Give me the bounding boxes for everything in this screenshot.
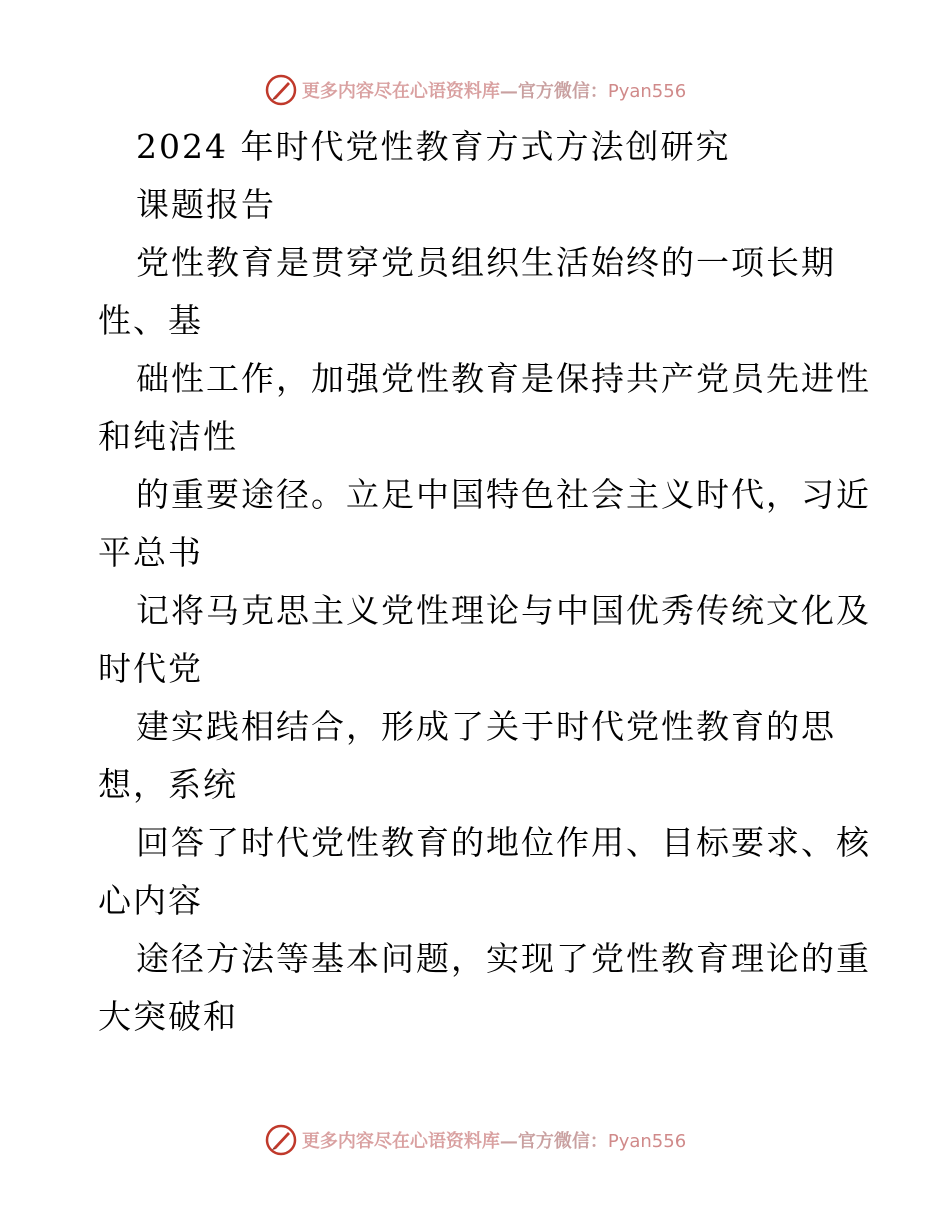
watermark-text: 更多内容尽在心语资料库—官方微信：Pyan556 xyxy=(301,81,687,102)
quill-logo-icon xyxy=(264,1123,298,1157)
quill-logo-icon xyxy=(264,73,298,107)
paragraph-line: 心内容 xyxy=(98,881,203,920)
document-subtitle-line: 课题报告 xyxy=(136,185,276,224)
paragraph-line: 础性工作，加强党性教育是保持共产党员先进性 xyxy=(136,359,871,398)
paragraph-line: 记将马克思主义党性理论与中国优秀传统文化及 xyxy=(136,591,871,630)
document-body xyxy=(98,118,871,1046)
paragraph-line: 和纯洁性 xyxy=(98,417,238,456)
footer-watermark-banner xyxy=(0,1118,950,1162)
document-title-line: 2024 年时代党性教育方式方法创研究 xyxy=(136,127,731,166)
paragraph-line: 时代党 xyxy=(98,649,203,688)
paragraph-line: 党性教育是贯穿党员组织生活始终的一项长期 xyxy=(136,243,836,282)
paragraph-line: 平总书 xyxy=(98,533,203,572)
watermark-text: 更多内容尽在心语资料库—官方微信：Pyan556 xyxy=(301,1131,687,1152)
header-watermark-banner xyxy=(0,68,950,112)
paragraph-line: 的重要途径。立足中国特色社会主义时代，习近 xyxy=(136,475,871,514)
paragraph-line: 大突破和 xyxy=(98,997,238,1036)
paragraph-line: 性、基 xyxy=(98,301,203,340)
paragraph-line: 途径方法等基本问题，实现了党性教育理论的重 xyxy=(136,939,871,978)
paragraph-line: 想，系统 xyxy=(98,765,238,804)
paragraph-line: 建实践相结合，形成了关于时代党性教育的思 xyxy=(136,707,836,746)
paragraph-line: 回答了时代党性教育的地位作用、目标要求、核 xyxy=(136,823,871,862)
